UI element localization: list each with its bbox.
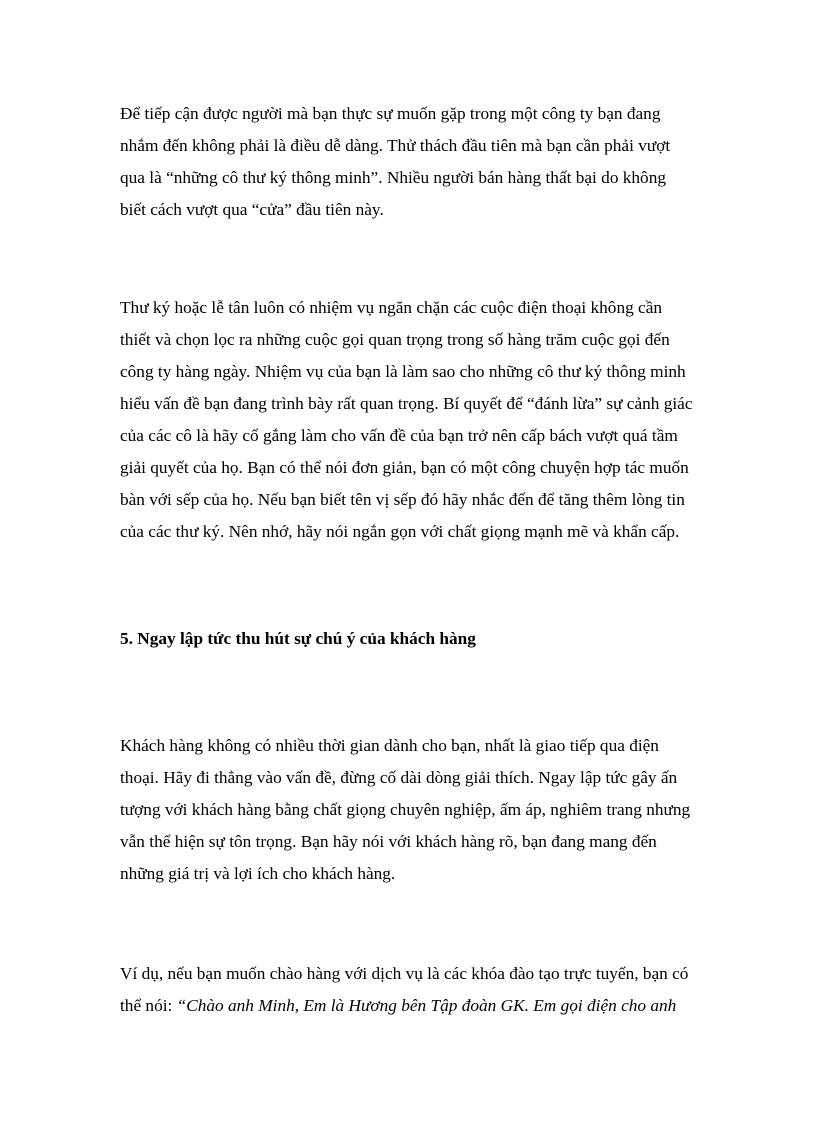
paragraph-3-line-2: thoại. Hãy đi thẳng vào vấn đề, đừng cố dài dòng giải thích. Ngay lập tức gây ấn (120, 768, 678, 787)
paragraph-2-line-2: thiết và chọn lọc ra những cuộc gọi quan trọng trong số hàng trăm cuộc gọi đến (120, 330, 670, 349)
paragraph-2-line-1: Thư ký hoặc lễ tân luôn có nhiệm vụ ngăn chặn các cuộc điện thoại không cần (120, 298, 663, 317)
paragraph-2-line-6: giải quyết của họ. Bạn có thể nói đơn giản, bạn có một công chuyện hợp tác muốn (120, 458, 689, 477)
paragraph-2-line-5: của các cô là hãy cố gắng làm cho vấn đề của bạn trở nên cấp bách vượt quá tầm (120, 426, 678, 445)
paragraph-3-line-4: vẫn thể hiện sự tôn trọng. Bạn hãy nói với khách hàng rõ, bạn đang mang đến (120, 832, 657, 851)
paragraph-2-line-4: hiểu vấn đề bạn đang trình bày rất quan trọng. Bí quyết để “đánh lừa” sự cảnh giác (120, 394, 693, 413)
paragraph-2-line-7: bàn với sếp của họ. Nếu bạn biết tên vị sếp đó hãy nhắc đến để tăng thêm lòng tin (120, 490, 685, 509)
paragraph-3-line-3: tượng với khách hàng bằng chất giọng chuyên nghiệp, ấm áp, nghiêm trang nhưng (120, 800, 691, 819)
paragraph-4-line-2 (120, 996, 676, 1016)
paragraph-3-line-5: những giá trị và lợi ích cho khách hàng. (120, 864, 396, 883)
paragraph-2-line-3: công ty hàng ngày. Nhiệm vụ của bạn là làm sao cho những cô thư ký thông minh (120, 362, 686, 381)
section-heading: 5. Ngay lập tức thu hút sự chú ý của khách hàng (120, 629, 476, 648)
paragraph-1-line-2: nhắm đến không phải là điều dễ dàng. Thử thách đầu tiên mà bạn cần phải vượt (120, 136, 671, 155)
paragraph-4-quote-text: “Chào anh Minh, Em là Hương bên Tập đoàn GK. Em gọi điện cho anh (176, 996, 677, 1015)
paragraph-1-line-1: Để tiếp cận được người mà bạn thực sự muốn gặp trong một công ty bạn đang (120, 104, 661, 123)
paragraph-4-plain-text: thể nói: (120, 996, 177, 1015)
paragraph-1-line-4: biết cách vượt qua “cửa” đầu tiên này. (120, 200, 384, 219)
paragraph-1-line-3: qua là “những cô thư ký thông minh”. Nhiều người bán hàng thất bại do không (120, 168, 666, 187)
paragraph-4-line-1: Ví dụ, nếu bạn muốn chào hàng với dịch vụ là các khóa đào tạo trực tuyến, bạn có (120, 964, 689, 983)
paragraph-3-line-1: Khách hàng không có nhiều thời gian dành cho bạn, nhất là giao tiếp qua điện (120, 736, 659, 755)
paragraph-2-line-8: của các thư ký. Nên nhớ, hãy nói ngắn gọn với chất giọng mạnh mẽ và khẩn cấp. (120, 522, 680, 541)
